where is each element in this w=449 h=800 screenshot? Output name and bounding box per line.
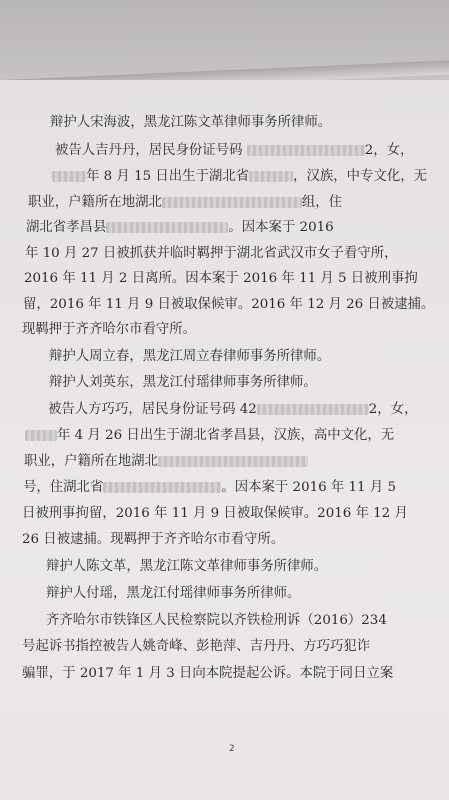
text-line-8: 留，2016 年 11 月 9 日被取保候审。2016 年 12 月 26 日被逮捕。 <box>23 297 435 312</box>
text-line-10: 辩护人周立春，黑龙江周立春律师事务所律师。 <box>49 349 331 364</box>
document-page <box>0 80 449 800</box>
redacted-residence <box>106 222 228 233</box>
text-line-16: 日被刑事拘留，2016 年 11 月 9 日被取保候审。2016 年 12 月 <box>22 506 408 521</box>
text-line-7: 2016 年 11 月 2 日离所。因本案于 2016 年 11 月 5 日被刑事拘 <box>24 271 418 286</box>
text-line-4: 职业，户籍所在地湖北 组，住 <box>28 195 343 210</box>
text-line-15: 号，住湖北省 。因本案于 2016 年 11 月 5 <box>23 480 396 495</box>
redacted-residence-2 <box>103 482 221 493</box>
text-line-18: 辩护人陈文革，黑龙江陈文革律师事务所律师。 <box>46 559 328 574</box>
redacted-domicile <box>162 197 302 208</box>
text-line-6: 年 10 月 27 日被抓获并临时羁押于湖北省武汉市女子看守所， <box>25 246 398 261</box>
redacted-domicile-2 <box>158 456 308 467</box>
text-line-20: 齐齐哈尔市铁锋区人民检察院以齐铁检刑诉（2016）234 <box>46 613 387 628</box>
text-line-2: 被告人吉丹丹，居民身份证号码 2，女， <box>55 143 414 158</box>
text-line-17: 26 日被逮捕。现羁押于齐齐哈尔市看守所。 <box>22 532 285 547</box>
redacted-birth-year <box>52 171 86 182</box>
text-line-14: 职业，户籍所在地湖北 <box>24 453 308 471</box>
text-line-1: 辩护人宋海波，黑龙江陈文革律师事务所律师。 <box>50 115 332 130</box>
text-line-3: 年 8 月 15 日出生于湖北省 ，汉族，中专文化，无 <box>52 168 427 186</box>
text-line-5: 湖北省孝昌县 。因本案于 2016 <box>26 220 334 235</box>
text-line-13: 年 4 月 26 日出生于湖北省孝昌县，汉族，高中文化，无 <box>25 427 394 445</box>
redacted-id-number <box>247 145 365 156</box>
redacted-birth-year-2 <box>25 430 57 441</box>
text-line-19: 辩护人付瑶，黑龙江付瑶律师事务所律师。 <box>46 586 301 601</box>
redacted-birth-place <box>249 171 293 182</box>
text-line-22: 骗罪，于 2017 年 1 月 3 日向本院提起公诉。本院于同日立案 <box>22 666 394 681</box>
text-line-12: 被告人方巧巧，居民身份证号码 42 2，女， <box>48 402 418 417</box>
page-number: 2 <box>229 744 235 754</box>
text-line-9: 现羁押于齐齐哈尔市看守所。 <box>22 322 197 337</box>
redacted-id-number-2 <box>257 404 369 415</box>
text-line-11: 辩护人刘英东，黑龙江付瑶律师事务所律师。 <box>49 375 317 390</box>
text-line-21: 号起诉书指控被告人姚奇峰、彭艳萍、吉丹丹、方巧巧犯诈 <box>22 639 371 654</box>
